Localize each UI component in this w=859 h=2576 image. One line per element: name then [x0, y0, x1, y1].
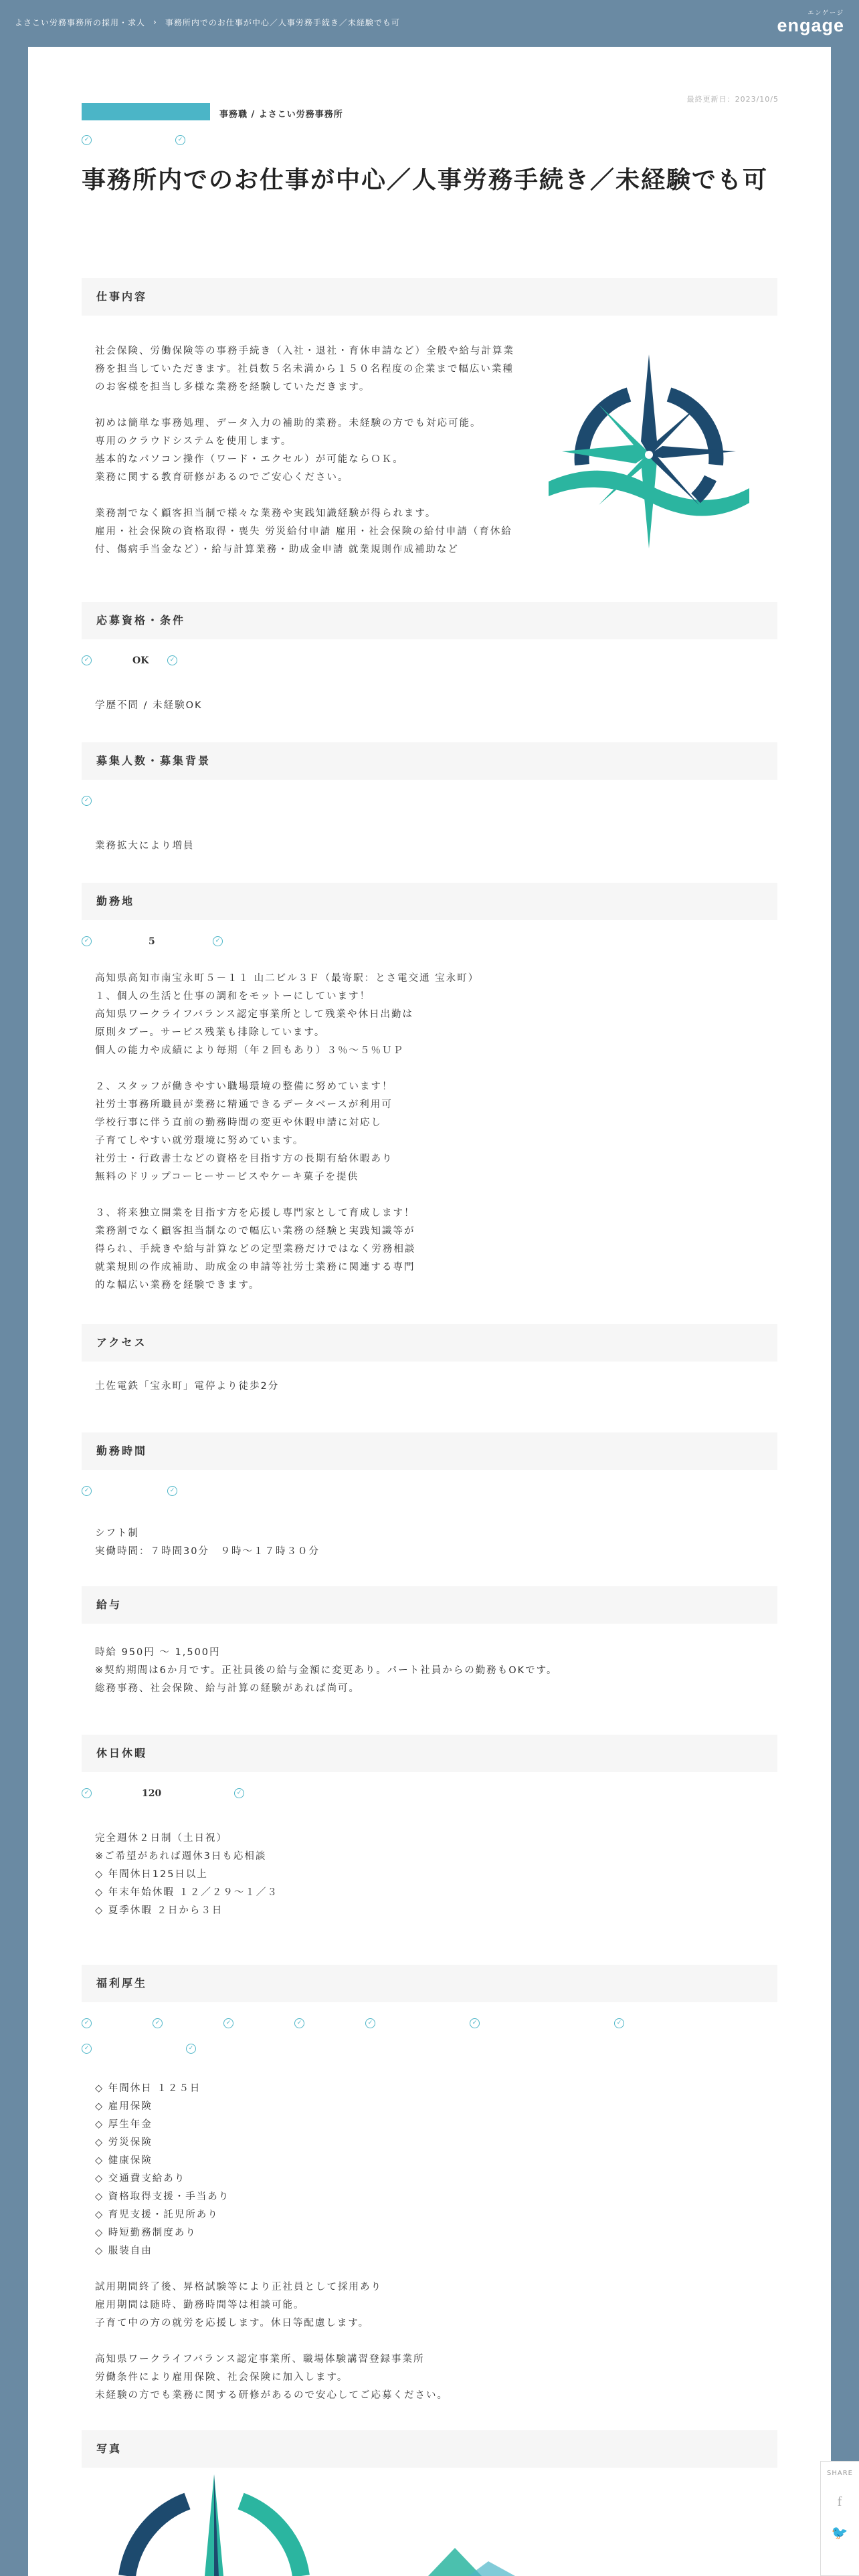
work-description: 社会保険、労働保険等の事務手続き（入社・退社・育休申請など）全般や給与計算業務を担当していただきます。社員数５名未満から１５０名程度の企業まで幅広い業種のお客様を担当し多様な業務を経験していただきます。 初めは簡単な事務処理、データ入力の補助的業務。未経験の方でも対応可能。 専用のクラウドシステムを使用します。 基本的なパソコン操作（ワード・エクセル）が可能ならＯＫ。 業務に関する教育研修があるのでご安心ください。 業務割でなく顧客担当制で様々な業務や実践知識経験が得られます。 雇用・社会保険の資格取得・喪失 労災給付申請 雇用・社会保険の給付申請（育休給付、傷病手当金など）・給与計算業務・助成金申請 就業規則作成補助など	[95, 346, 514, 555]
check-icon: ✓	[82, 2044, 92, 2054]
check-icon: ✓	[186, 2044, 196, 2054]
check-icon: ✓	[175, 135, 185, 145]
twitter-icon[interactable]: 🐦	[831, 2526, 849, 2541]
check-icon: ✓	[82, 796, 92, 806]
check-icon: ✓	[153, 2018, 163, 2028]
welfare-text: ◇ 年間休日 １２５日 ◇ 雇用保険 ◇ 厚生年金 ◇ 労災保険 ◇ 健康保険 ◇ 交通費支給あり ◇ 資格取得支援・手当あり ◇ 育児支援・託児所あり ◇ 時短勤務制度あり ◇ 服装自由 試用期間終了後、昇格試験等により正社員として採用あり 雇用期間は随時、勤務時間等は相談可能。 子育て中の方の就労を応援します。休日等配慮します。 高知県ワークライフバランス認定事業所、職場体験講習登録事業所 労働条件により雇用保険、社会保険に加入します。 未経験の方でも業務に関する研修があるので安心してご応募ください。	[95, 2083, 448, 2401]
check-icon: ✓	[82, 1788, 92, 1798]
top-bar	[0, 0, 859, 44]
tag-item	[234, 1788, 248, 1798]
check-icon: ✓	[167, 1486, 177, 1496]
job-card	[28, 47, 831, 2576]
breadcrumb-item-company[interactable]: よさこい労務事務所の採用・求人	[15, 17, 146, 27]
tag-item	[82, 1788, 96, 1798]
check-icon: ✓	[223, 2018, 233, 2028]
check-icon: ✓	[294, 2018, 304, 2028]
photo-compass-logo[interactable]	[54, 2461, 749, 2576]
check-icon: ✓	[167, 655, 177, 665]
tag-item	[82, 2044, 96, 2054]
engage-logo[interactable]	[777, 8, 844, 34]
tag-item	[82, 1486, 96, 1496]
chevron-right-icon: ›	[153, 17, 157, 27]
section-heading-work: 仕事内容	[82, 278, 777, 316]
tag-item	[365, 2018, 379, 2028]
check-icon: ✓	[82, 135, 92, 145]
tag-item	[470, 2018, 484, 2028]
check-icon: ✓	[82, 1486, 92, 1496]
tag-item	[82, 135, 96, 145]
section-heading-requirements: 応募資格・条件	[82, 602, 777, 639]
requirements-text: 学歴不問 / 未経験OK	[95, 700, 203, 711]
tag-text: 5	[149, 936, 155, 947]
tag-item	[82, 936, 96, 946]
section-heading-photos: 写真	[82, 2430, 777, 2468]
section-heading-welfare: 福利厚生	[82, 1965, 777, 2002]
tag-item	[175, 135, 189, 145]
tag-item	[142, 1788, 161, 1799]
tag-item	[614, 2018, 628, 2028]
tag-item	[213, 936, 227, 946]
tag-item	[167, 655, 181, 665]
tag-item	[294, 2018, 308, 2028]
share-panel	[820, 2461, 859, 2576]
logo-kana: エンゲージ	[807, 10, 844, 17]
tag-item	[167, 1486, 181, 1496]
check-icon: ✓	[82, 936, 92, 946]
check-icon: ✓	[614, 2018, 624, 2028]
location-text: 高知県高知市南宝永町５－１１ 山二ビル３Ｆ（最寄駅：とさ電交通 宝永町） １、個人の生活と仕事の調和をモットーにしています！ 高知県ワークライフバランス認定事業所として残業や休日出勤は 原則タブー。サービス残業も排除しています。 個人の能力や成績により毎期（年２回もあり）３％～５％ＵＰ ２、スタッフが働きやすい職場環境の整備に努めています！ 社労士事務所職員が業務に精通できるデータベースが利用可 学校行事に伴う直前の勤務時間の変更や休暇申請に対応し 子育てしやすい就労環境に努めています。 社労士・行政書士などの資格を目指す方の長期有給休暇あり 無料のドリップコーヒーサービスやケーキ菓子を提供 ３、将来独立開業を目指す方を応援し専門家として育成します！ 業務割でなく顧客担当制なので幅広い業務の経験と実践知識等が 得られ、手続きや給与計算などの定型業務だけではなく労務相談 就業規則の作成補助、助成金の申請等社労士業務に関連する専門 的な幅広い業務を経験できます。	[95, 973, 480, 1291]
section-heading-holidays: 休日休暇	[82, 1735, 777, 1772]
check-icon: ✓	[365, 2018, 375, 2028]
hours-text: シフト制 実働時間：７時間30分 ９時〜１７時３０分	[95, 1528, 320, 1557]
section-heading-salary: 給与	[82, 1586, 777, 1624]
compass-photo-image	[54, 2461, 749, 2576]
check-icon: ✓	[82, 655, 92, 665]
facebook-icon[interactable]: f	[837, 2494, 843, 2509]
holidays-text: 完全週休２日制（土日祝） ※ご希望があれば週休3日も応相談 ◇ 年間休日125日以上 ◇ 年末年始休暇 １２／２９～１／３ ◇ 夏季休暇 ２日から３日	[95, 1833, 278, 1916]
check-icon: ✓	[213, 936, 223, 946]
tag-item	[82, 2018, 96, 2028]
access-text: 土佐電鉄「宝永町」電停より徒歩2分	[95, 1381, 280, 1392]
category-label: 事務職 / よさこい労務事務所	[219, 110, 343, 120]
check-icon: ✓	[470, 2018, 480, 2028]
tag-item	[82, 655, 96, 665]
breadcrumb-item-job: 事務所内でのお仕事が中心／人事労務手続き／未経験でも可	[165, 17, 400, 27]
section-heading-hours: 勤務時間	[82, 1432, 777, 1470]
tag-item	[82, 796, 96, 806]
section-heading-location: 勤務地	[82, 883, 777, 920]
compass-logo	[535, 341, 763, 562]
tag-item	[223, 2018, 237, 2028]
check-icon: ✓	[234, 1788, 244, 1798]
tag-item	[153, 2018, 167, 2028]
category-bar	[82, 103, 210, 120]
last-updated: 最終更新日：2023/10/5	[686, 95, 779, 104]
hiring-text: 業務拡大により増員	[95, 841, 195, 851]
section-heading-hiring: 募集人数・募集背景	[82, 742, 777, 780]
salary-text: 時給 950円 〜 1,500円 ※契約期間は6か月です。正社員後の給与金額に変更あり。パート社員からの勤務もOKです。 総務事務、社会保険、給与計算の経験があれば尚可。	[95, 1647, 558, 1694]
tag-item	[186, 2044, 200, 2054]
logo-word: engage	[777, 15, 844, 35]
page-title: 事務所内でのお仕事が中心／人事労務手続き／未経験でも可	[82, 167, 769, 194]
tag-text: 120	[142, 1788, 162, 1799]
check-icon: ✓	[82, 2018, 92, 2028]
tag-text: OK	[132, 655, 149, 666]
tag-item	[149, 936, 155, 947]
tag-item	[132, 655, 149, 666]
share-label: SHARE	[827, 2470, 853, 2477]
section-heading-access: アクセス	[82, 1324, 777, 1362]
